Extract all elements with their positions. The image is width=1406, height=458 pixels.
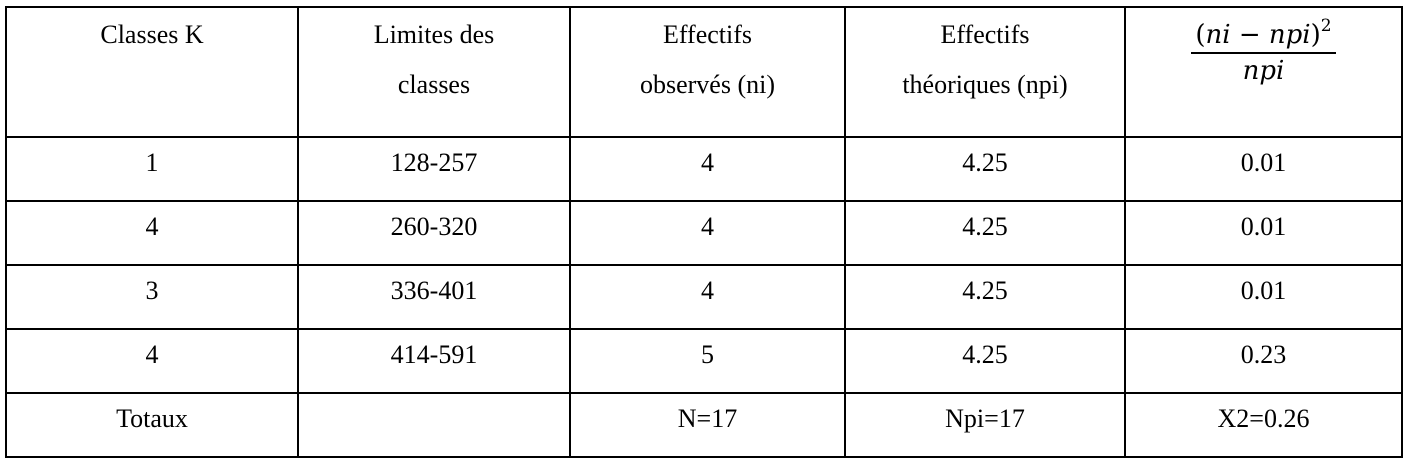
cell-classe-text: 4 bbox=[145, 212, 159, 241]
chi-square-table bbox=[5, 6, 1403, 458]
table-row bbox=[6, 265, 1402, 329]
table-row bbox=[6, 201, 1402, 265]
header-limites-line2: classes bbox=[397, 70, 471, 99]
totals-label: Totaux bbox=[116, 404, 188, 433]
header-observes-line1: Effectifs bbox=[662, 20, 753, 49]
table-row bbox=[6, 137, 1402, 201]
totals-limites-cell bbox=[298, 393, 570, 457]
cell-limites bbox=[298, 265, 570, 329]
cell-theoriques bbox=[845, 329, 1125, 393]
cell-theoriques bbox=[845, 201, 1125, 265]
cell-classe-text: 1 bbox=[145, 148, 159, 177]
totals-observes: N=17 bbox=[677, 404, 738, 433]
totals-chi: X2=0.26 bbox=[1217, 404, 1310, 433]
cell-classe bbox=[6, 265, 298, 329]
cell-theoriques-text: 4.25 bbox=[962, 340, 1008, 369]
cell-observes-text: 4 bbox=[701, 148, 714, 177]
formula-close-paren: ) bbox=[1310, 20, 1321, 50]
header-limites bbox=[298, 7, 570, 137]
cell-observes-text: 4 bbox=[701, 276, 714, 305]
cell-limites bbox=[298, 201, 570, 265]
header-classes-label: Classes K bbox=[100, 20, 204, 49]
totals-chi-cell bbox=[1125, 393, 1402, 457]
cell-classe bbox=[6, 329, 298, 393]
cell-observes bbox=[570, 137, 845, 201]
cell-chi bbox=[1125, 329, 1402, 393]
cell-observes bbox=[570, 265, 845, 329]
formula-ni: ni bbox=[1205, 20, 1231, 50]
cell-limites-text: 336-401 bbox=[390, 276, 478, 305]
cell-chi-text: 0.01 bbox=[1240, 212, 1287, 241]
cell-theoriques-text: 4.25 bbox=[962, 148, 1008, 177]
totals-label-cell bbox=[6, 393, 298, 457]
chi-square-formula bbox=[1191, 8, 1335, 84]
cell-chi bbox=[1125, 137, 1402, 201]
cell-limites bbox=[298, 329, 570, 393]
header-row bbox=[6, 7, 1402, 137]
cell-chi-text: 0.01 bbox=[1240, 276, 1287, 305]
cell-chi bbox=[1125, 201, 1402, 265]
header-theoriques bbox=[845, 7, 1125, 137]
header-theoriques-line1: Effectifs bbox=[940, 20, 1030, 49]
formula-denominator: npi bbox=[1242, 56, 1285, 86]
cell-chi-text: 0.23 bbox=[1240, 340, 1287, 369]
cell-chi-text: 0.01 bbox=[1240, 148, 1287, 177]
cell-theoriques bbox=[845, 265, 1125, 329]
formula-numerator bbox=[1191, 18, 1335, 54]
formula-exponent: 2 bbox=[1320, 16, 1332, 36]
cell-limites bbox=[298, 137, 570, 201]
cell-observes-text: 5 bbox=[701, 340, 714, 369]
totals-theoriques-cell bbox=[845, 393, 1125, 457]
cell-observes bbox=[570, 201, 845, 265]
totals-theoriques: Npi=17 bbox=[945, 404, 1025, 433]
header-limites-text bbox=[299, 8, 569, 98]
header-observes-text bbox=[571, 8, 844, 98]
cell-theoriques-text: 4.25 bbox=[962, 276, 1008, 305]
totals-observes-cell bbox=[570, 393, 845, 457]
cell-observes bbox=[570, 329, 845, 393]
cell-classe-text: 3 bbox=[145, 276, 159, 305]
cell-chi bbox=[1125, 265, 1402, 329]
cell-classe bbox=[6, 201, 298, 265]
cell-limites-text: 260-320 bbox=[390, 212, 478, 241]
header-limites-line1: Limites des bbox=[373, 20, 495, 49]
cell-classe-text: 4 bbox=[145, 340, 159, 369]
totals-row bbox=[6, 393, 1402, 457]
header-observes bbox=[570, 7, 845, 137]
header-theoriques-text bbox=[846, 8, 1124, 98]
cell-limites-text: 414-591 bbox=[390, 340, 478, 369]
cell-theoriques bbox=[845, 137, 1125, 201]
cell-classe bbox=[6, 137, 298, 201]
cell-theoriques-text: 4.25 bbox=[962, 212, 1008, 241]
cell-limites-text: 128-257 bbox=[390, 148, 478, 177]
cell-observes-text: 4 bbox=[701, 212, 714, 241]
formula-minus: − bbox=[1230, 20, 1269, 50]
header-theoriques-line2: théoriques (npi) bbox=[902, 70, 1068, 99]
formula-open-paren: ( bbox=[1195, 20, 1206, 50]
formula-npi: npi bbox=[1268, 20, 1311, 50]
header-formula bbox=[1125, 7, 1402, 137]
header-observes-line2: observés (ni) bbox=[639, 70, 775, 99]
header-classes bbox=[6, 7, 298, 137]
table-row bbox=[6, 329, 1402, 393]
